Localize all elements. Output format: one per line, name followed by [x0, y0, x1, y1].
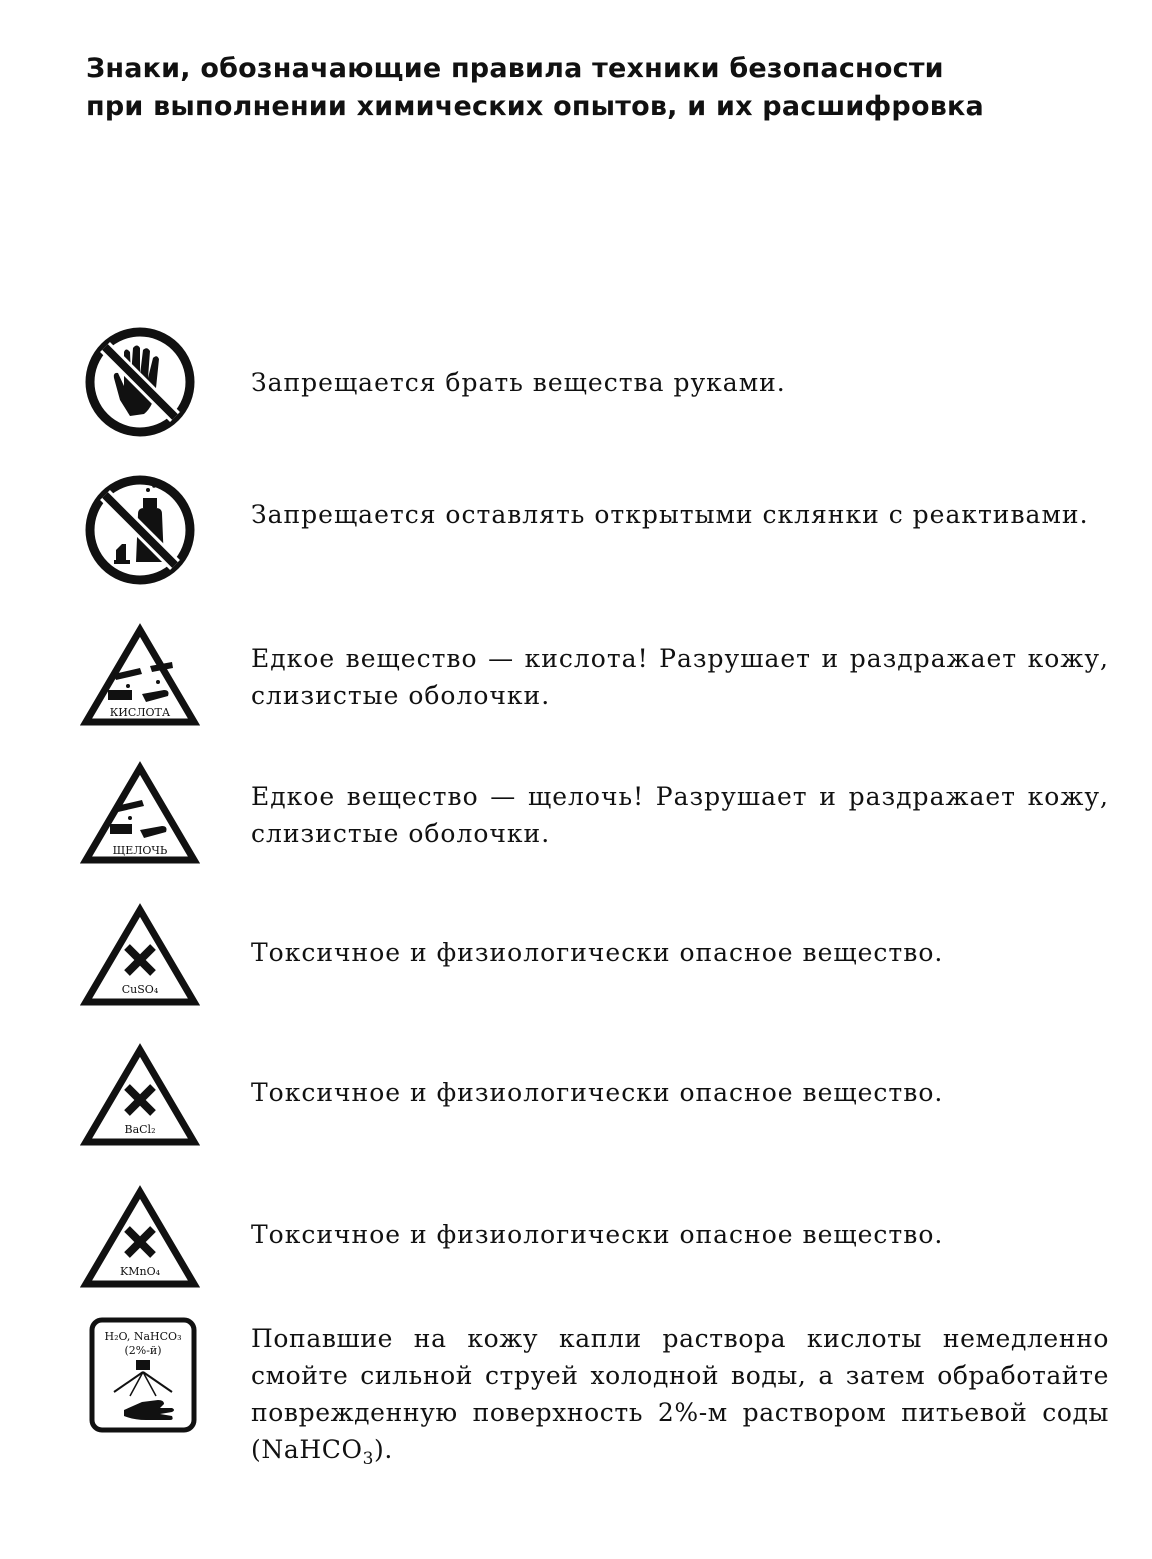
alkali-label: ЩЕЛОЧЬ — [112, 844, 168, 857]
sign-text-toxic-cuso4: Токсичное и физиологически опасное вещество. — [251, 938, 944, 967]
sign-text-toxic-bacl2: Токсичное и физиологически опасное вещество. — [251, 1078, 944, 1107]
sign-text-no-hands: Запрещается брать вещества руками. — [251, 368, 786, 397]
page-title — [86, 50, 1086, 126]
sign-text-acid: Едкое вещество — кислота! Разрушает и раздражает кожу, слизистые оболочки. — [251, 644, 1109, 710]
rinse-text-main: Попавшие на кожу капли раствора кислоты немедленно смойте сильной струей холодной воды, а затем обработайте поврежденную поверхность 2%-м раствором питьевой соды (NaHCO — [251, 1324, 1109, 1464]
toxic-warning-icon — [80, 902, 200, 1022]
sign-text-toxic-kmno4: Токсичное и физиологически опасное вещество. — [251, 1220, 944, 1249]
alkali-warning-icon — [80, 760, 200, 880]
acid-label: КИСЛОТА — [109, 706, 171, 719]
no-open-bottle-icon — [80, 470, 200, 590]
sign-text-alkali: Едкое вещество — щелочь! Разрушает и раздражает кожу, слизистые оболочки. — [251, 782, 1109, 848]
sign-text-rinse-skin — [251, 1320, 1109, 1468]
page-title-line-2: при выполнении химических опытов, и их расшифровка — [86, 91, 984, 122]
rinse-label-line-1: H₂O, NaHCO₃ — [104, 1330, 182, 1343]
rinse-text-end: ). — [373, 1435, 393, 1464]
rinse-text-subscript: 3 — [362, 1449, 374, 1469]
bacl2-label: BaCl₂ — [124, 1123, 156, 1136]
page-title-line-1: Знаки, обозначающие правила техники безопасности — [86, 53, 944, 84]
sign-text-no-open-bottles: Запрещается оставлять открытыми склянки с реактивами. — [251, 500, 1089, 529]
cuso4-label: CuSO₄ — [121, 983, 159, 996]
toxic-warning-icon — [80, 1042, 200, 1162]
rinse-skin-icon — [86, 1316, 200, 1434]
kmno4-label: KMnO₄ — [120, 1265, 160, 1278]
no-hands-icon — [80, 322, 200, 442]
acid-warning-icon — [80, 622, 200, 742]
toxic-warning-icon — [80, 1184, 200, 1304]
rinse-label-line-2: (2%-й) — [124, 1344, 162, 1357]
